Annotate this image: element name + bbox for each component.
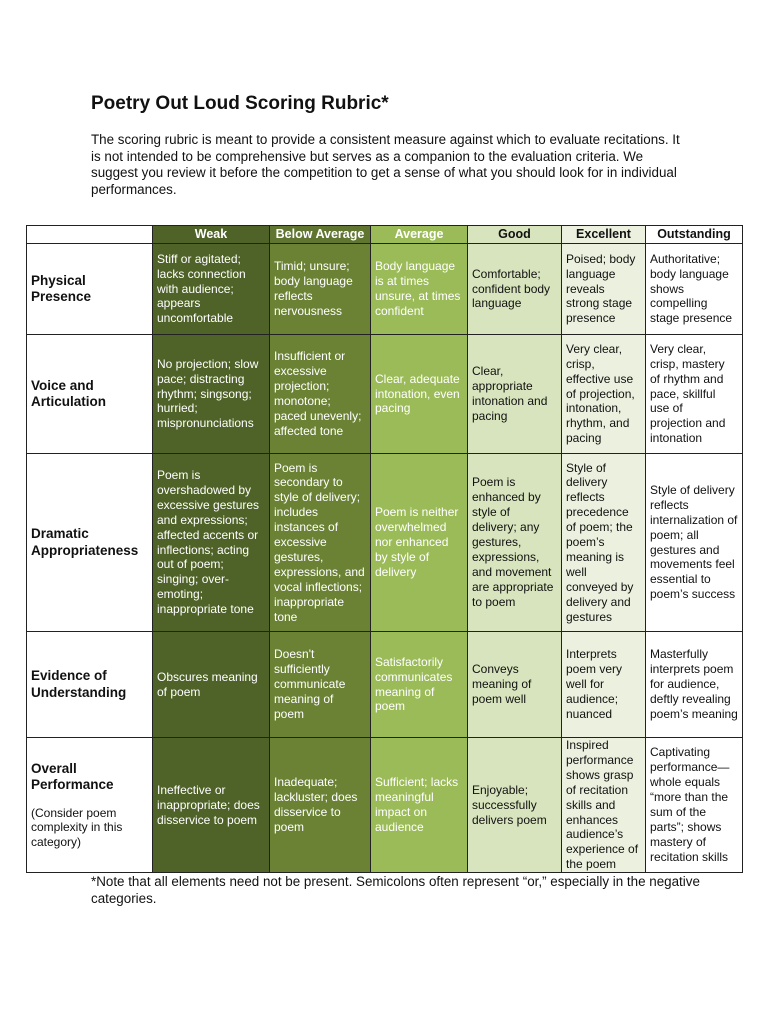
cell-average: Body language is at times unsure, at times confident xyxy=(371,244,468,335)
cell-below-average: Doesn't sufficiently communicate meaning of poem xyxy=(270,632,371,738)
cell-average: Clear, adequate intonation, even pacing xyxy=(371,335,468,454)
page-title: Poetry Out Loud Scoring Rubric* xyxy=(91,93,389,114)
header-good: Good xyxy=(468,226,562,244)
cell-outstanding: Captivating performance—whole equals “more than the sum of the parts”; shows mastery of recitation skills xyxy=(646,738,743,873)
criterion-label: Evidence of Understanding xyxy=(27,632,153,738)
cell-average: Poem is neither overwhelmed nor enhanced by style of delivery xyxy=(371,454,468,632)
cell-good: Clear, appropriate intonation and pacing xyxy=(468,335,562,454)
criterion-label xyxy=(27,738,153,873)
cell-good: Comfortable; confident body language xyxy=(468,244,562,335)
cell-outstanding: Authoritative; body language shows compelling stage presence xyxy=(646,244,743,335)
footnote: *Note that all elements need not be present. Semicolons often represent “or,” especially in the negative categories. xyxy=(91,874,700,906)
scoring-rubric-table xyxy=(26,225,743,873)
cell-good: Conveys meaning of poem well xyxy=(468,632,562,738)
cell-below-average: Timid; unsure; body language reflects nervousness xyxy=(270,244,371,335)
cell-weak: Poem is overshadowed by excessive gestures and expressions; affected accents or inflections; acting out of poem; singing; over-emoting; inappropriate tone xyxy=(153,454,270,632)
header-weak: Weak xyxy=(153,226,270,244)
cell-good: Enjoyable; successfully delivers poem xyxy=(468,738,562,873)
criterion-label: Dramatic Appropriateness xyxy=(27,454,153,632)
header-corner xyxy=(27,226,153,244)
criterion-note: (Consider poem complexity in this category) xyxy=(31,805,123,849)
row-dramatic-appropriateness xyxy=(27,454,743,632)
cell-average: Satisfactorily communicates meaning of poem xyxy=(371,632,468,738)
cell-weak: No projection; slow pace; distracting rhythm; singsong; hurried; mispronunciations xyxy=(153,335,270,454)
cell-below-average: Insufficient or excessive projection; monotone; paced unevenly; affected tone xyxy=(270,335,371,454)
cell-outstanding: Very clear, crisp, mastery of rhythm and pace, skillful use of projection and intonation xyxy=(646,335,743,454)
header-below-average: Below Average xyxy=(270,226,371,244)
cell-outstanding: Masterfully interprets poem for audience, deftly revealing poem’s meaning xyxy=(646,632,743,738)
row-voice-and-articulation xyxy=(27,335,743,454)
cell-below-average: Poem is secondary to style of delivery; includes instances of excessive gestures, expressions, and vocal inflections; inappropriate tone xyxy=(270,454,371,632)
cell-average: Sufficient; lacks meaningful impact on audience xyxy=(371,738,468,873)
cell-outstanding: Style of delivery reflects internalization of poem; all gestures and movements feel essential to poem’s success xyxy=(646,454,743,632)
criterion-label: Voice and Articulation xyxy=(27,335,153,454)
row-physical-presence xyxy=(27,244,743,335)
cell-excellent: Interprets poem very well for audience; nuanced xyxy=(562,632,646,738)
row-evidence-of-understanding xyxy=(27,632,743,738)
criterion-label: Physical Presence xyxy=(27,244,153,335)
header-average: Average xyxy=(371,226,468,244)
cell-weak: Stiff or agitated; lacks connection with audience; appears uncomfortable xyxy=(153,244,270,335)
cell-excellent: Style of delivery reflects precedence of poem; the poem’s meaning is well conveyed by delivery and gestures xyxy=(562,454,646,632)
intro-paragraph: The scoring rubric is meant to provide a consistent measure against which to evaluate recitations. It is not intended to be comprehensive but serves as a companion to the evaluation criteria. We suggest you review it before the competition to get a sense of what you should look for in individual performances. xyxy=(91,132,680,197)
cell-weak: Obscures meaning of poem xyxy=(153,632,270,738)
header-excellent: Excellent xyxy=(562,226,646,244)
cell-excellent: Poised; body language reveals strong stage presence xyxy=(562,244,646,335)
cell-below-average: Inadequate; lackluster; does disservice to poem xyxy=(270,738,371,873)
criterion-title: Overall Performance xyxy=(31,760,114,793)
cell-weak: Ineffective or inappropriate; does disservice to poem xyxy=(153,738,270,873)
header-row xyxy=(27,226,743,244)
cell-excellent: Inspired performance shows grasp of recitation skills and enhances audience’s experience of the poem xyxy=(562,738,646,873)
row-overall-performance xyxy=(27,738,743,873)
cell-excellent: Very clear, crisp, effective use of projection, intonation, rhythm, and pacing xyxy=(562,335,646,454)
header-outstanding: Outstanding xyxy=(646,226,743,244)
cell-good: Poem is enhanced by style of delivery; any gestures, expressions, and movement are appropriate to poem xyxy=(468,454,562,632)
